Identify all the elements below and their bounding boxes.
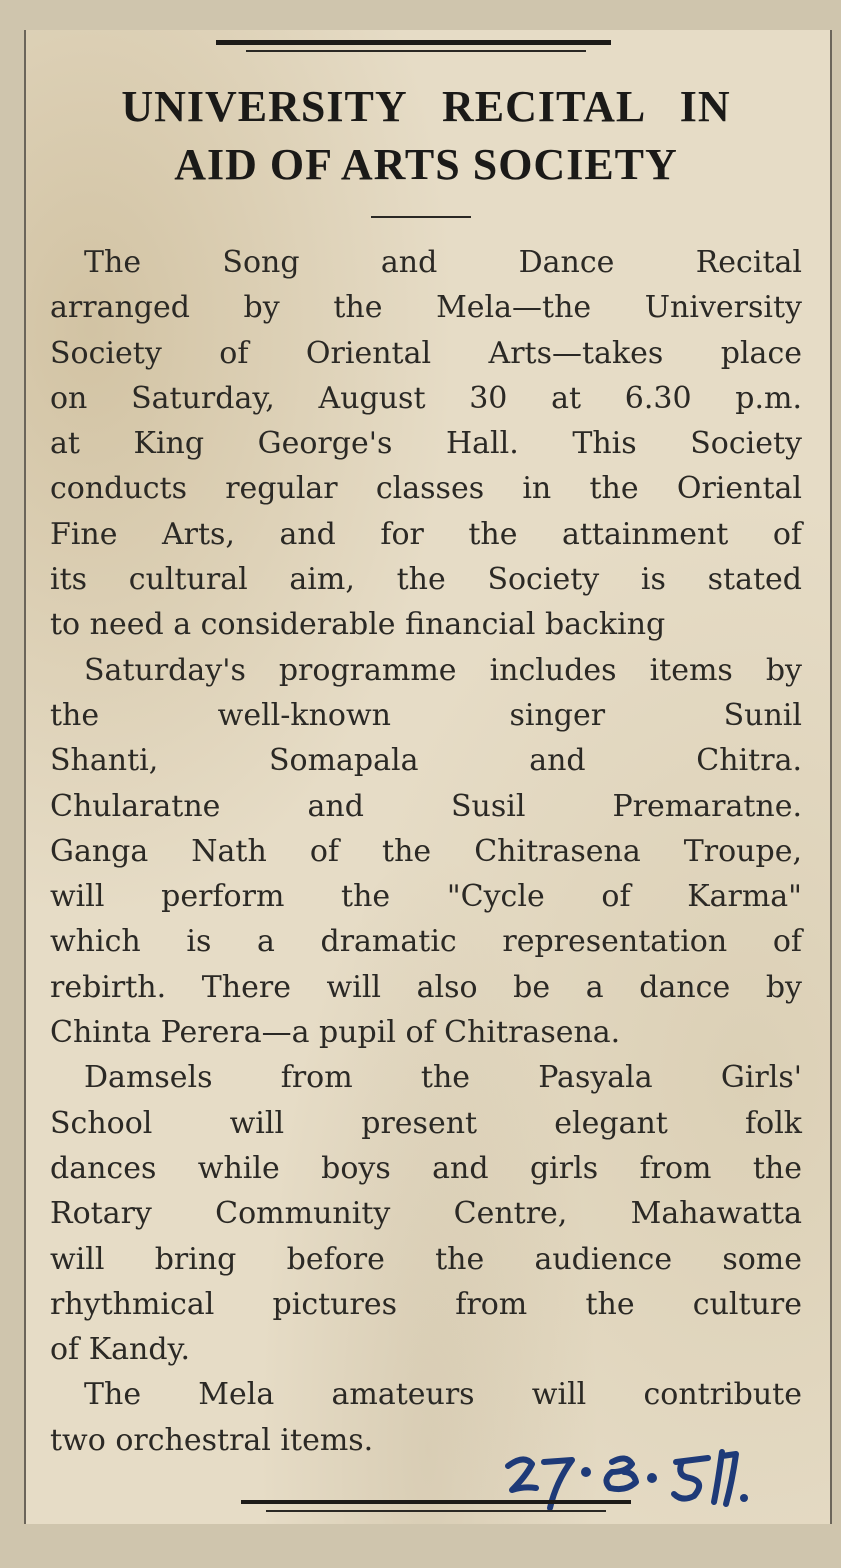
- body-line: Damsels from the Pasyala Girls': [84, 1060, 802, 1096]
- body-line: Saturday's programme includes items by: [84, 652, 802, 688]
- body-line: Fine Arts, and for the attainment of: [50, 516, 802, 552]
- body-line: will bring before the audience some: [50, 1241, 802, 1277]
- headline-line-2: AID OF ARTS SOCIETY: [174, 140, 678, 189]
- bottom-rule-thin: [266, 1510, 606, 1512]
- body-line: its cultural aim, the Society is stated: [50, 562, 802, 598]
- headline: [56, 78, 796, 194]
- body-line: School will present elegant folk: [50, 1105, 802, 1141]
- article-body: [50, 240, 802, 1463]
- headline-divider: [371, 216, 471, 218]
- body-line: the well-known singer Sunil: [50, 697, 802, 733]
- body-line: conducts regular classes in the Oriental: [50, 471, 802, 507]
- body-line: Ganga Nath of the Chitrasena Troupe,: [50, 833, 802, 869]
- body-line: arranged by the Mela—the University: [50, 290, 802, 326]
- newspaper-clipping: [24, 30, 832, 1524]
- top-rule-thin: [246, 50, 586, 52]
- body-line: rebirth. There will also be a dance by: [50, 969, 802, 1005]
- body-line: on Saturday, August 30 at 6.30 p.m.: [50, 380, 802, 416]
- body-line: which is a dramatic representation of: [50, 924, 802, 960]
- top-rule-thick: [216, 40, 611, 45]
- body-line: at King George's Hall. This Society: [50, 426, 802, 462]
- bottom-rule-thick: [241, 1500, 631, 1504]
- body-line: will perform the "Cycle of Karma": [50, 879, 802, 915]
- body-line: The Mela amateurs will contribute: [84, 1377, 802, 1413]
- body-line: rhythmical pictures from the culture: [50, 1286, 802, 1322]
- body-line: Society of Oriental Arts—takes place: [50, 335, 802, 371]
- body-line: Rotary Community Centre, Mahawatta: [50, 1196, 802, 1232]
- body-line: of Kandy.: [50, 1332, 191, 1368]
- body-line: Shanti, Somapala and Chitra.: [50, 743, 802, 779]
- headline-line-1: UNIVERSITY RECITAL IN: [121, 82, 731, 131]
- body-line: two orchestral items.: [50, 1422, 374, 1458]
- body-line: Chularatne and Susil Premaratne.: [50, 788, 802, 824]
- body-line: to need a considerable financial backing: [50, 607, 666, 643]
- body-line: dances while boys and girls from the: [50, 1150, 802, 1186]
- body-line: Chinta Perera—a pupil of Chitrasena.: [50, 1015, 621, 1051]
- body-line: The Song and Dance Recital: [84, 245, 802, 280]
